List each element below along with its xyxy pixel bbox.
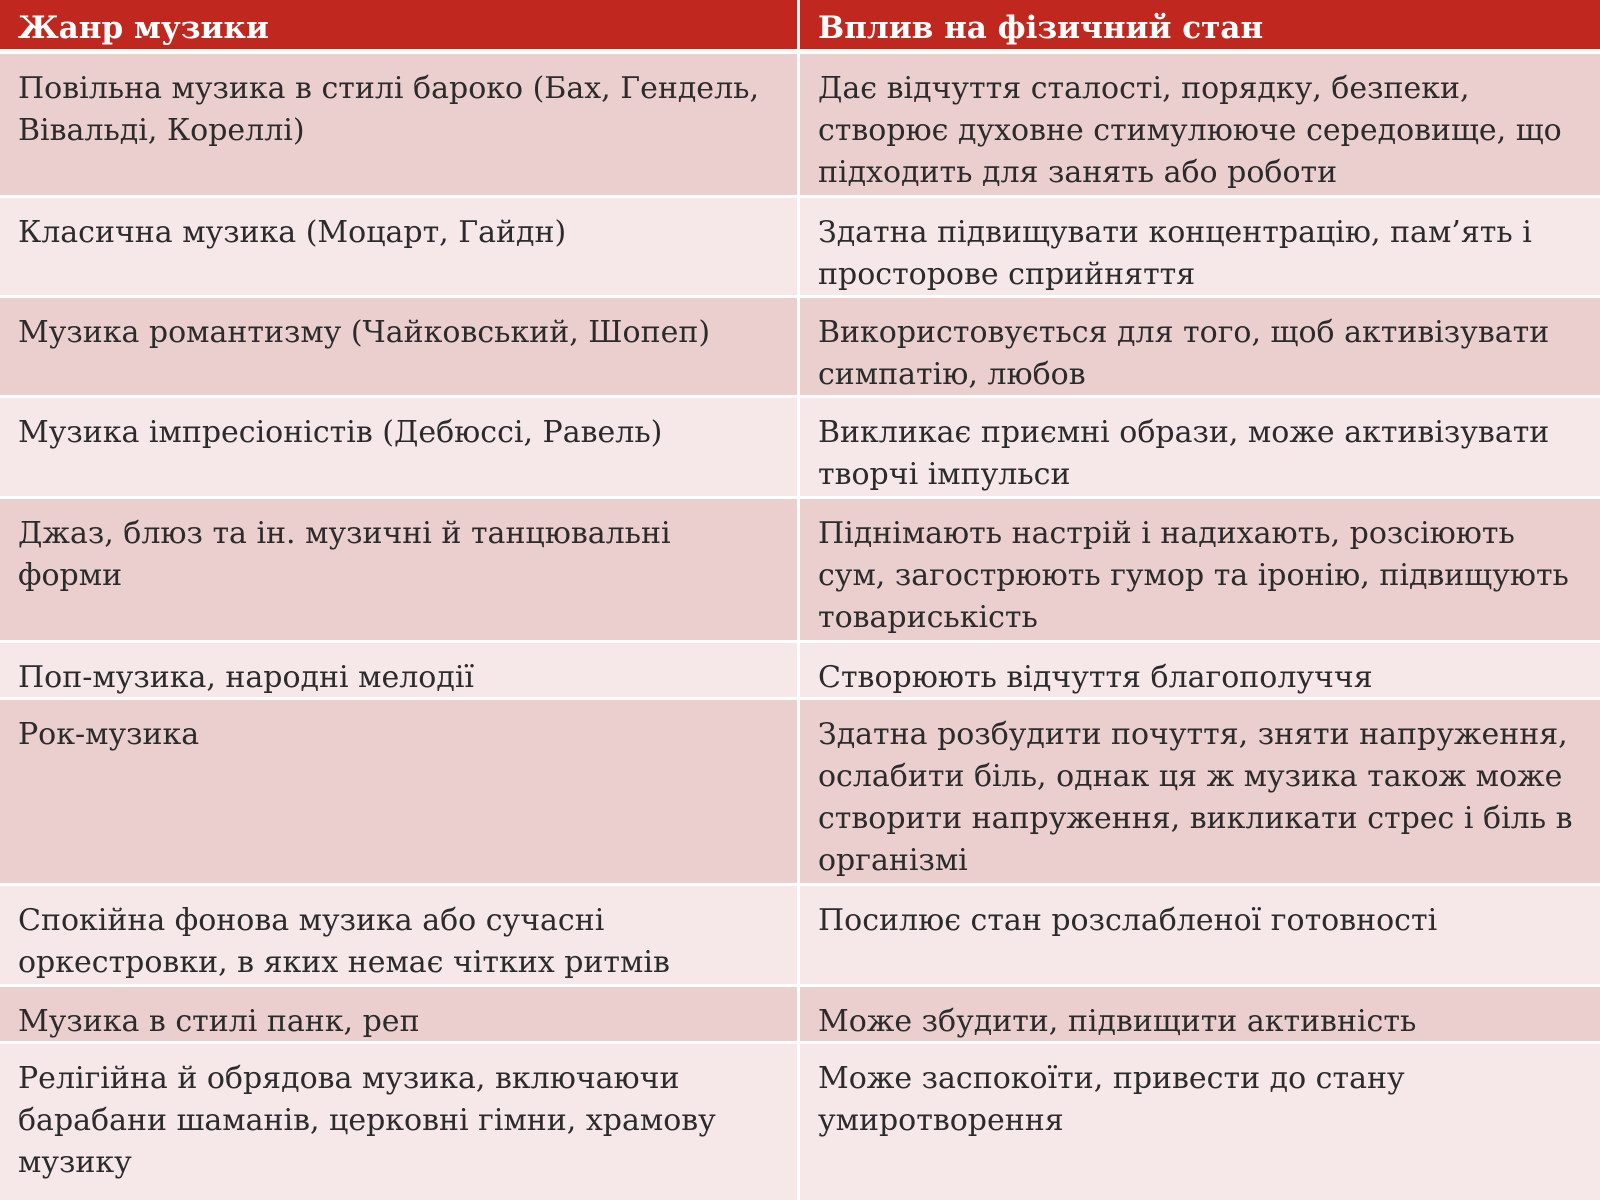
row-9-effect: Може збудити, підвищити активність: [800, 987, 1600, 1044]
row-1-effect: Дає відчуття сталості, порядку, безпеки, створює духовне стимулююче середовище, що підходить для занять або роботи: [800, 54, 1600, 198]
row-3-effect: Використовується для того, щоб активізувати симпатію, любов: [800, 298, 1600, 398]
row-2-effect: Здатна підвищувати концентрацію, пам’ять і просторове сприйняття: [800, 198, 1600, 298]
row-10-genre: Релігійна й обрядова музика, включаючи барабани шаманів, церковні гімни, храмову музику: [0, 1044, 800, 1200]
row-9-genre: Музика в стилі панк, реп: [0, 987, 800, 1044]
row-8-genre: Спокійна фонова музика або сучасні оркестровки, в яких немає чітких ритмів: [0, 886, 800, 987]
header-genre: Жанр музики: [0, 0, 800, 54]
row-5-genre: Джаз, блюз та ін. музичні й танцювальні форми: [0, 499, 800, 643]
row-8-effect: Посилює стан розслабленої готовності: [800, 886, 1600, 987]
row-10-effect: Може заспокоїти, привести до стану умиротворення: [800, 1044, 1600, 1200]
row-1-genre: Повільна музика в стилі бароко (Бах, Гендель, Вівальді, Кореллі): [0, 54, 800, 198]
row-6-genre: Поп-музика, народні мелодії: [0, 643, 800, 700]
row-7-effect: Здатна розбудити почуття, зняти напруження, ослабити біль, однак ця ж музика також може створити напруження, викликати стрес і біль в організмі: [800, 700, 1600, 886]
row-7-genre: Рок-музика: [0, 700, 800, 886]
row-2-genre: Класична музика (Моцарт, Гайдн): [0, 198, 800, 298]
row-5-effect: Піднімають настрій і надихають, розсіюють сум, загострюють гумор та іронію, підвищують товариськість: [800, 499, 1600, 643]
row-6-effect: Створюють відчуття благополуччя: [800, 643, 1600, 700]
row-4-genre: Музика імпресіоністів (Дебюссі, Равель): [0, 398, 800, 499]
row-4-effect: Викликає приємні образи, може активізувати творчі імпульси: [800, 398, 1600, 499]
row-3-genre: Музика романтизму (Чайковський, Шопеп): [0, 298, 800, 398]
header-effect: Вплив на фізичний стан: [800, 0, 1600, 54]
